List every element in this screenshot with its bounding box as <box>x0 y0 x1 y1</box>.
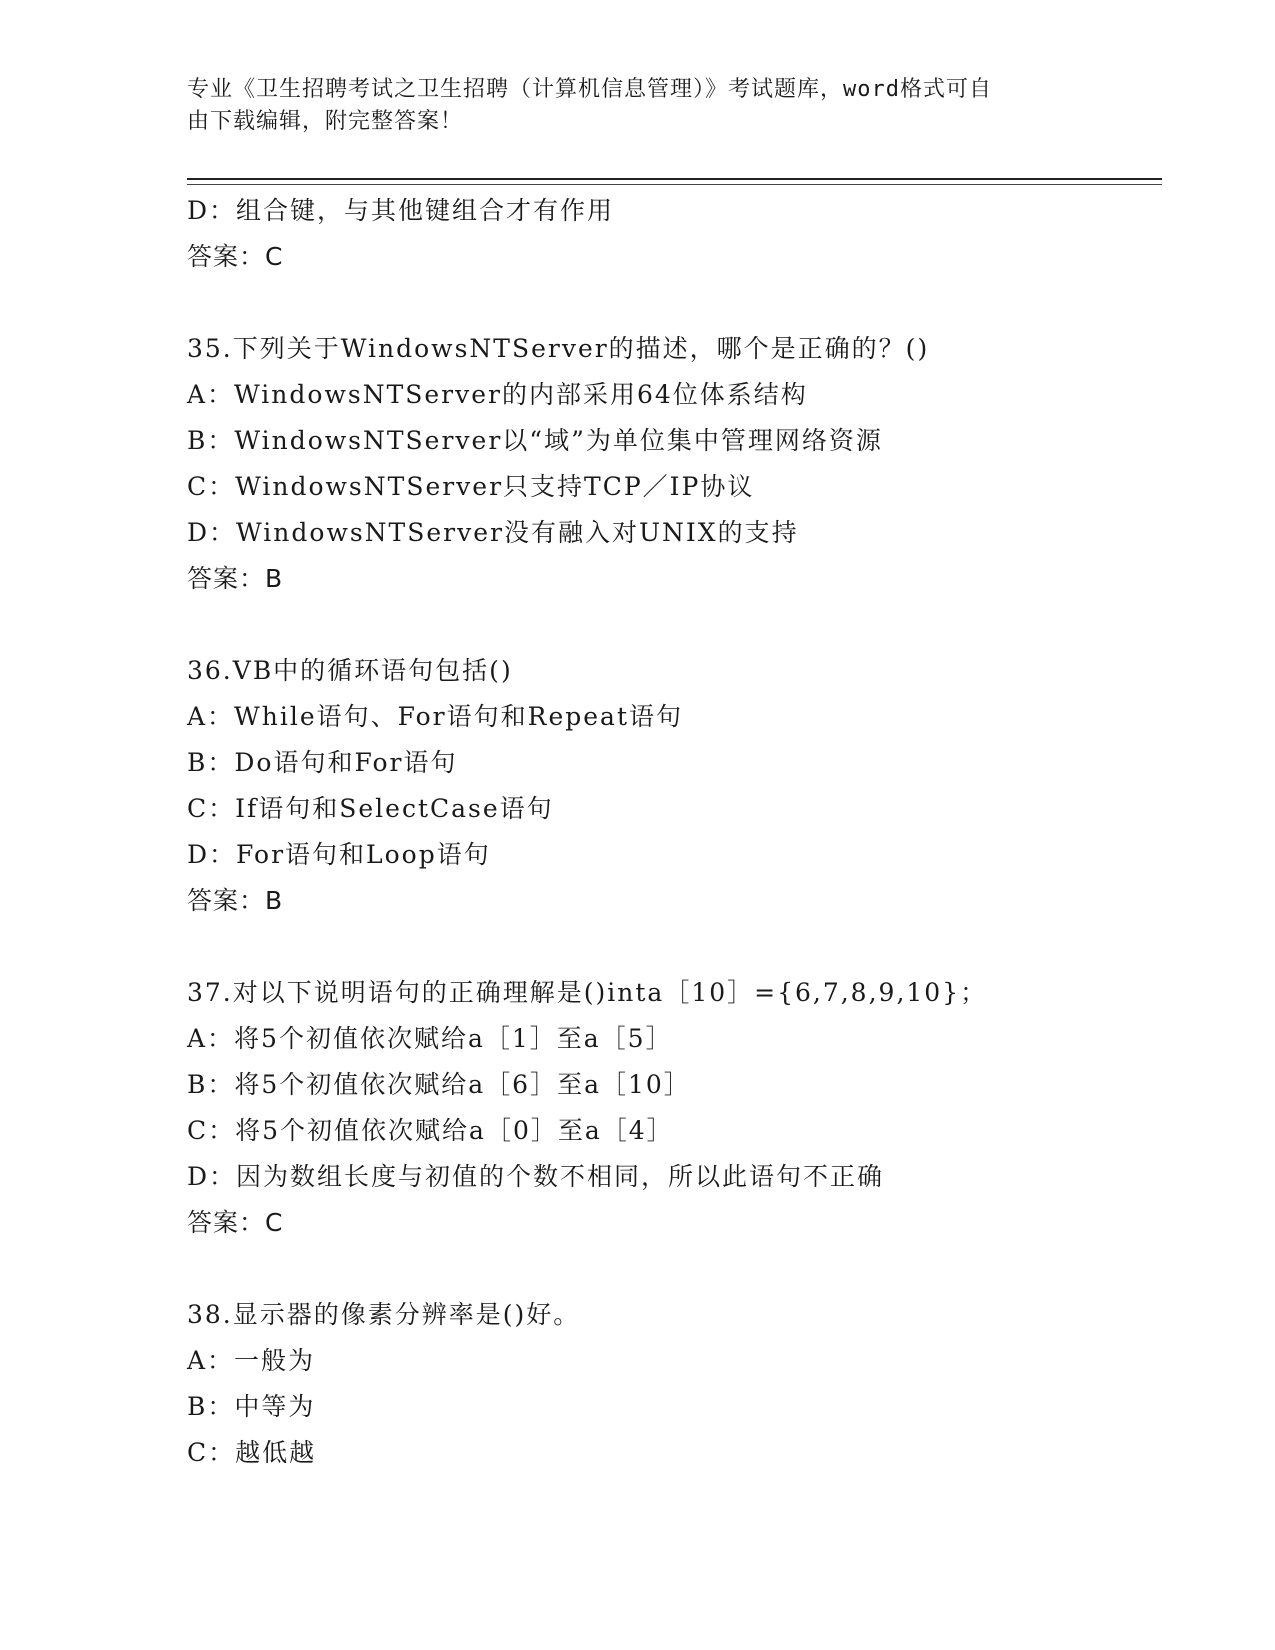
document-header <box>187 74 1087 138</box>
question-38 <box>187 1292 1162 1476</box>
option-b: B：WindowsNTServer以“域”为单位集中管理网络资源 <box>187 426 883 455</box>
option-c: C：WindowsNTServer只支持TCP／IP协议 <box>187 472 755 501</box>
spacer <box>187 924 1162 970</box>
spacer <box>187 280 1162 326</box>
option-b: B：中等为 <box>187 1392 316 1421</box>
header-line-2: 由下载编辑，附完整答案！ <box>187 109 464 134</box>
answer: 答案：B <box>187 886 284 915</box>
option-a: A：WindowsNTServer的内部采用64位体系结构 <box>187 380 808 409</box>
answer: 答案：C <box>187 1208 284 1237</box>
option-a: A：一般为 <box>187 1346 316 1375</box>
spacer <box>187 1246 1162 1292</box>
spacer <box>187 602 1162 648</box>
option-b: B：将5个初值依次赋给a［6］至a［10］ <box>187 1070 691 1099</box>
question-36 <box>187 648 1162 924</box>
option-d: D：WindowsNTServer没有融入对UNIX的支持 <box>187 518 799 547</box>
option-a: A：While语句、For语句和Repeat语句 <box>187 702 683 731</box>
question-stem: 37.对以下说明语句的正确理解是()inta［10］={6,7,8,9,10}； <box>187 978 988 1007</box>
question-stem: 38.显示器的像素分辨率是()好。 <box>187 1300 581 1329</box>
option-a: A：将5个初值依次赋给a［1］至a［5］ <box>187 1024 673 1053</box>
header-line-1: 专业《卫生招聘考试之卫生招聘（计算机信息管理）》考试题库，word格式可自 <box>187 77 992 102</box>
question-stem: 36.VB中的循环语句包括() <box>187 656 513 685</box>
question-stem: 35.下列关于WindowsNTServer的描述，哪个是正确的？() <box>187 334 930 363</box>
option-d: D：For语句和Loop语句 <box>187 840 491 869</box>
answer: 答案：B <box>187 564 284 593</box>
option-b: B：Do语句和For语句 <box>187 748 458 777</box>
option-c: C：If语句和SelectCase语句 <box>187 794 554 823</box>
option-c: C：将5个初值依次赋给a［0］至a［4］ <box>187 1116 674 1145</box>
question-35 <box>187 326 1162 602</box>
option-c: C：越低越 <box>187 1438 317 1467</box>
continued-answer: 答案：C <box>187 242 284 271</box>
question-37 <box>187 970 1162 1246</box>
question-list <box>187 188 1162 1476</box>
header-divider-thick <box>187 178 1162 180</box>
header-divider-thin <box>187 184 1162 185</box>
continued-option-d: D：组合键，与其他键组合才有作用 <box>187 196 615 225</box>
option-d: D：因为数组长度与初值的个数不相同，所以此语句不正确 <box>187 1162 885 1191</box>
